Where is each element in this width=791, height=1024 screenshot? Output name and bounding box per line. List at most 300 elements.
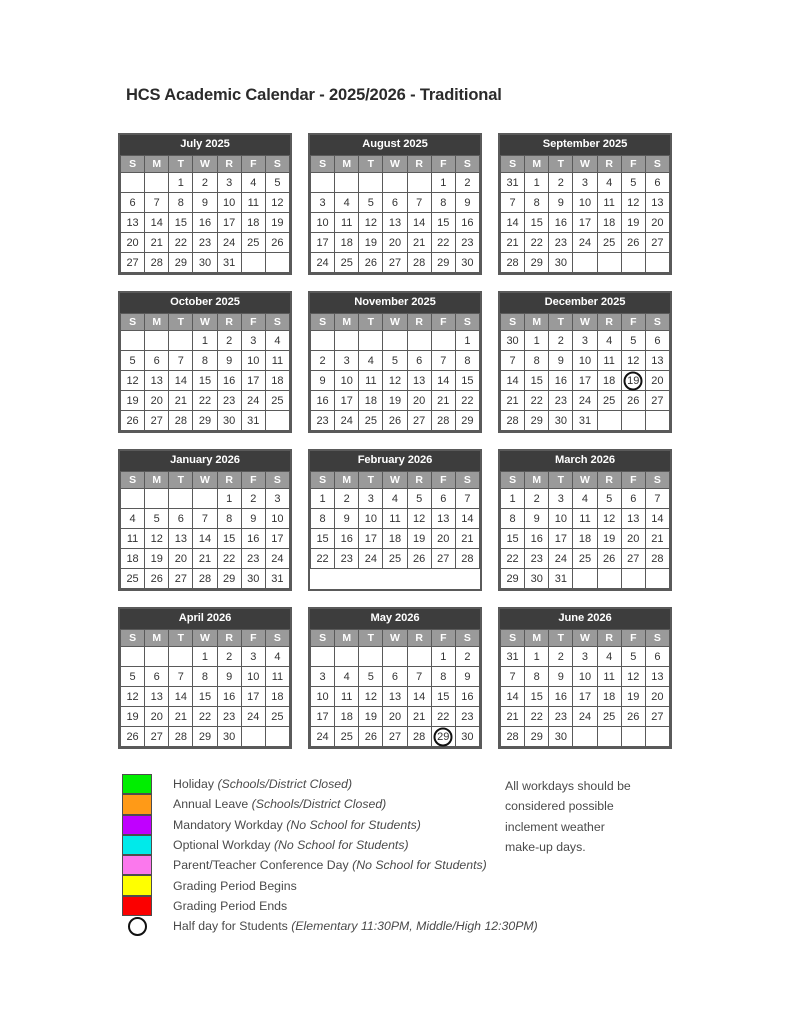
month-title: August 2025: [310, 135, 480, 155]
month-title: March 2026: [500, 451, 670, 471]
day-cell: [549, 727, 573, 747]
day-number: 21: [461, 532, 474, 545]
day-number: 11: [603, 670, 615, 683]
legend-row: [122, 855, 552, 875]
day-number: 17: [316, 710, 329, 723]
day-number: 10: [578, 670, 592, 683]
day-number: 6: [177, 512, 184, 525]
weekday-header: W: [193, 472, 217, 489]
day-cell: [621, 727, 645, 747]
day-cell: [311, 549, 335, 569]
day-number: 31: [506, 650, 519, 663]
day-number: 20: [651, 690, 664, 703]
day-number: 3: [226, 176, 233, 189]
day-number: 3: [367, 492, 374, 505]
day-cell: [645, 351, 669, 371]
day-cell: [525, 727, 549, 747]
day-number: 13: [150, 374, 163, 387]
day-number: 1: [226, 492, 233, 505]
day-number: 14: [174, 690, 187, 703]
weekday-header: S: [265, 314, 289, 331]
week-row: [121, 707, 290, 727]
day-number: 14: [150, 216, 163, 229]
month-card: [118, 133, 292, 275]
day-number: 6: [391, 670, 399, 683]
day-cell: [193, 411, 217, 431]
day-number: 2: [226, 650, 233, 663]
legend-label-main: Half day for Students: [173, 919, 292, 934]
day-number: 27: [651, 710, 664, 723]
day-cell: [193, 707, 217, 727]
day-cell: [431, 667, 455, 687]
day-number: 20: [150, 394, 163, 407]
day-cell: [145, 667, 169, 687]
day-number: 17: [578, 374, 592, 387]
week-row: [501, 371, 670, 391]
day-number: 16: [530, 532, 543, 545]
day-number: 24: [316, 730, 329, 743]
day-cell: [241, 727, 265, 747]
day-cell: [217, 193, 241, 213]
day-cell: [335, 687, 359, 707]
week-row: [311, 509, 480, 529]
day-number: 26: [627, 710, 640, 723]
day-number: 30: [198, 256, 212, 269]
day-cell: [335, 707, 359, 727]
weekday-header: R: [407, 314, 431, 331]
day-number: 30: [461, 730, 474, 743]
day-number: 7: [153, 196, 160, 209]
day-number: 6: [129, 196, 136, 209]
week-row: [121, 569, 290, 589]
day-cell: [573, 173, 597, 193]
day-cell: [573, 687, 597, 707]
day-cell: [597, 509, 621, 529]
day-cell: [121, 569, 145, 589]
day-cell: [193, 173, 217, 193]
day-number: 3: [581, 334, 589, 347]
weekday-header: S: [265, 472, 289, 489]
day-cell: [501, 233, 525, 253]
day-cell: [455, 411, 479, 431]
day-cell: [359, 391, 383, 411]
day-cell: [525, 509, 549, 529]
day-cell: [597, 173, 621, 193]
weekday-header: T: [359, 156, 383, 173]
day-number: 18: [271, 374, 284, 387]
day-number: 15: [198, 374, 212, 387]
weekday-header: T: [169, 156, 193, 173]
weekday-header: W: [193, 156, 217, 173]
day-cell: [525, 391, 549, 411]
day-cell: [383, 667, 407, 687]
day-number: 31: [506, 176, 519, 189]
calendar-months-grid: [118, 133, 674, 749]
day-number: 28: [174, 414, 187, 427]
day-cell: [359, 529, 383, 549]
day-number: 22: [198, 710, 212, 723]
day-cell: [549, 687, 573, 707]
legend: [122, 774, 552, 936]
day-number: 22: [530, 394, 543, 407]
day-cell: [549, 213, 573, 233]
month-table: [120, 313, 290, 431]
day-number: 8: [440, 670, 447, 683]
day-cell: [193, 253, 217, 273]
day-cell: [265, 667, 289, 687]
day-cell: [335, 331, 359, 351]
day-number: 25: [247, 236, 260, 249]
week-row: [311, 351, 480, 371]
week-row: [501, 233, 670, 253]
day-number: 18: [603, 690, 616, 703]
day-cell: [383, 371, 407, 391]
day-number: 16: [198, 216, 212, 229]
day-number: 7: [416, 196, 423, 209]
day-number: 20: [651, 374, 664, 387]
day-number: 9: [464, 196, 471, 209]
day-cell: [169, 233, 193, 253]
weekday-header: S: [455, 472, 479, 489]
day-cell: [407, 667, 431, 687]
weekday-header-row: [311, 156, 480, 173]
day-cell: [573, 351, 597, 371]
day-number: 28: [506, 414, 519, 427]
day-number: 9: [226, 354, 233, 367]
day-cell: [501, 549, 525, 569]
day-number: 29: [530, 256, 543, 269]
day-number: 28: [413, 256, 426, 269]
day-cell: [311, 489, 335, 509]
weekday-header: F: [621, 472, 645, 489]
day-number: 17: [316, 236, 329, 249]
day-cell: [645, 193, 669, 213]
day-number: 15: [461, 374, 474, 387]
day-number: 11: [126, 532, 139, 545]
day-number: 30: [530, 572, 543, 585]
day-cell: [549, 569, 573, 589]
day-number: 11: [579, 512, 591, 525]
day-cell: [359, 509, 383, 529]
month-table: [500, 155, 670, 273]
day-cell: [217, 253, 241, 273]
day-number: 12: [126, 690, 139, 703]
month-title: June 2026: [500, 609, 670, 629]
day-number: 31: [223, 256, 236, 269]
day-cell: [407, 509, 431, 529]
day-number: 18: [603, 374, 616, 387]
day-number: 17: [247, 374, 260, 387]
annual-leave-swatch: [122, 794, 152, 814]
day-cell: [217, 727, 241, 747]
day-number: 2: [343, 492, 350, 505]
day-number: 29: [437, 256, 450, 269]
day-number: 28: [437, 414, 450, 427]
month-title: July 2025: [120, 135, 290, 155]
weekday-header: R: [217, 314, 241, 331]
day-number: 1: [440, 176, 447, 189]
day-cell: [335, 549, 359, 569]
week-row: [311, 391, 480, 411]
day-number: 4: [391, 492, 399, 505]
day-number: 17: [578, 216, 592, 229]
day-cell: [121, 647, 145, 667]
day-cell: [621, 391, 645, 411]
day-number: 8: [201, 670, 209, 683]
day-number: 29: [530, 730, 543, 743]
day-number: 15: [530, 690, 543, 703]
day-number: 31: [578, 414, 592, 427]
day-cell: [359, 233, 383, 253]
day-cell: [621, 549, 645, 569]
day-cell: [549, 489, 573, 509]
day-cell: [597, 253, 621, 273]
day-number: 5: [153, 512, 160, 525]
grading-begins-swatch: [122, 875, 152, 895]
day-cell: [645, 371, 669, 391]
weekday-header: F: [621, 314, 645, 331]
day-cell: [121, 727, 145, 747]
weekday-header: S: [121, 472, 145, 489]
week-row: [311, 707, 480, 727]
day-cell: [383, 391, 407, 411]
day-cell: [193, 489, 217, 509]
day-number: 30: [247, 572, 260, 585]
day-number: 23: [461, 710, 474, 723]
day-number: 8: [533, 354, 540, 367]
day-number: 25: [340, 730, 353, 743]
day-number: 8: [464, 354, 471, 367]
weekday-header-row: [121, 156, 290, 173]
day-cell: [265, 529, 289, 549]
day-cell: [265, 351, 289, 371]
day-cell: [169, 647, 193, 667]
day-number: 19: [413, 532, 426, 545]
month-table: [120, 155, 290, 273]
weekday-header: W: [193, 630, 217, 647]
day-cell: [621, 687, 645, 707]
weekday-header: M: [335, 156, 359, 173]
week-row: [501, 509, 670, 529]
day-number: 17: [271, 532, 284, 545]
day-cell: [121, 489, 145, 509]
day-cell: [359, 253, 383, 273]
day-cell: [549, 193, 573, 213]
month-title: September 2025: [500, 135, 670, 155]
legend-label: [173, 879, 297, 893]
day-number: 18: [340, 710, 353, 723]
day-cell: [431, 647, 455, 667]
weekday-header: M: [525, 472, 549, 489]
day-number: 13: [651, 354, 664, 367]
day-cell: [407, 351, 431, 371]
day-number: 19: [627, 374, 640, 387]
weekday-header: M: [145, 472, 169, 489]
day-number: 6: [153, 670, 160, 683]
week-row: [121, 391, 290, 411]
day-cell: [573, 529, 597, 549]
day-cell: [335, 253, 359, 273]
day-number: 22: [437, 710, 450, 723]
grading-ends-swatch: [122, 896, 152, 916]
day-cell: [217, 707, 241, 727]
day-number: 11: [603, 196, 615, 209]
day-number: 16: [554, 216, 567, 229]
day-number: 14: [198, 532, 212, 545]
legend-label-note: (No School for Students): [352, 858, 487, 873]
day-number: 12: [150, 532, 163, 545]
day-number: 13: [651, 670, 664, 683]
week-row: [121, 351, 290, 371]
day-cell: [169, 391, 193, 411]
weekday-header: R: [597, 156, 621, 173]
weekday-header: T: [549, 156, 573, 173]
weekday-header: W: [383, 314, 407, 331]
day-cell: [407, 173, 431, 193]
day-number: 9: [343, 512, 350, 525]
day-cell: [431, 233, 455, 253]
day-number: 3: [319, 196, 326, 209]
month-table: [500, 471, 670, 589]
day-cell: [597, 529, 621, 549]
day-number: 16: [554, 374, 567, 387]
day-number: 29: [461, 414, 474, 427]
day-cell: [431, 509, 455, 529]
weekday-header: M: [335, 314, 359, 331]
day-cell: [501, 667, 525, 687]
day-cell: [383, 529, 407, 549]
day-number: 19: [364, 236, 377, 249]
day-number: 24: [247, 710, 260, 723]
month-card: [118, 449, 292, 591]
day-cell: [645, 569, 669, 589]
day-number: 4: [581, 492, 589, 505]
day-cell: [359, 213, 383, 233]
day-cell: [359, 687, 383, 707]
day-cell: [573, 233, 597, 253]
day-number: 13: [174, 532, 187, 545]
day-cell: [217, 213, 241, 233]
day-number: 1: [201, 334, 209, 347]
day-cell: [265, 193, 289, 213]
weekday-header: W: [573, 630, 597, 647]
day-cell: [501, 253, 525, 273]
day-number: 12: [126, 374, 139, 387]
day-cell: [335, 371, 359, 391]
day-cell: [241, 411, 265, 431]
day-number: 28: [198, 572, 212, 585]
day-cell: [311, 647, 335, 667]
day-cell: [525, 173, 549, 193]
day-cell: [455, 173, 479, 193]
day-cell: [597, 727, 621, 747]
week-row: [501, 647, 670, 667]
day-cell: [597, 549, 621, 569]
weekday-header: T: [169, 472, 193, 489]
day-cell: [431, 489, 455, 509]
day-cell: [359, 647, 383, 667]
day-cell: [573, 569, 597, 589]
day-number: 21: [437, 394, 450, 407]
day-number: 8: [177, 196, 184, 209]
day-number: 29: [223, 572, 236, 585]
day-number: 8: [440, 196, 447, 209]
day-number: 20: [413, 394, 426, 407]
day-cell: [383, 489, 407, 509]
day-number: 30: [554, 730, 567, 743]
day-number: 11: [271, 670, 284, 683]
day-cell: [145, 391, 169, 411]
legend-label-note: (No School for Students): [273, 838, 409, 853]
day-number: 23: [554, 394, 567, 407]
day-cell: [501, 569, 525, 589]
day-number: 6: [391, 196, 399, 209]
day-cell: [455, 233, 479, 253]
day-cell: [241, 331, 265, 351]
day-number: 26: [364, 256, 377, 269]
day-cell: [311, 253, 335, 273]
day-number: 26: [271, 236, 284, 249]
day-number: 8: [533, 670, 540, 683]
day-cell: [193, 569, 217, 589]
day-number: 7: [440, 354, 447, 367]
day-cell: [455, 489, 479, 509]
day-cell: [645, 233, 669, 253]
day-cell: [241, 371, 265, 391]
day-number: 23: [530, 552, 543, 565]
day-number: 11: [365, 374, 377, 387]
day-cell: [525, 371, 549, 391]
weekday-header: M: [335, 472, 359, 489]
month-title: February 2026: [310, 451, 480, 471]
day-cell: [383, 727, 407, 747]
weekday-header: T: [549, 630, 573, 647]
legend-row: [122, 794, 552, 814]
month-card: [118, 291, 292, 433]
day-number: 9: [557, 670, 564, 683]
week-row: [311, 173, 480, 193]
day-cell: [525, 233, 549, 253]
day-number: 10: [554, 512, 567, 525]
day-number: 17: [223, 216, 236, 229]
day-number: 24: [247, 394, 260, 407]
day-number: 11: [271, 354, 284, 367]
day-number: 23: [198, 236, 212, 249]
weekday-header: S: [455, 156, 479, 173]
day-number: 6: [654, 176, 661, 189]
day-cell: [169, 351, 193, 371]
day-number: 12: [388, 374, 402, 387]
day-number: 5: [129, 670, 136, 683]
day-number: 20: [388, 710, 402, 723]
weekday-header: M: [145, 630, 169, 647]
day-number: 3: [250, 334, 257, 347]
weekday-header: S: [265, 156, 289, 173]
day-number: 3: [557, 492, 564, 505]
day-cell: [145, 213, 169, 233]
day-number: 24: [223, 236, 236, 249]
day-number: 11: [341, 216, 353, 229]
day-number: 27: [651, 236, 664, 249]
day-number: 13: [437, 512, 450, 525]
weekday-header-row: [501, 630, 670, 647]
week-row: [311, 233, 480, 253]
week-row: [501, 253, 670, 273]
weekday-header: R: [217, 156, 241, 173]
weekday-header: S: [121, 156, 145, 173]
month-card: [498, 291, 672, 433]
day-cell: [621, 411, 645, 431]
